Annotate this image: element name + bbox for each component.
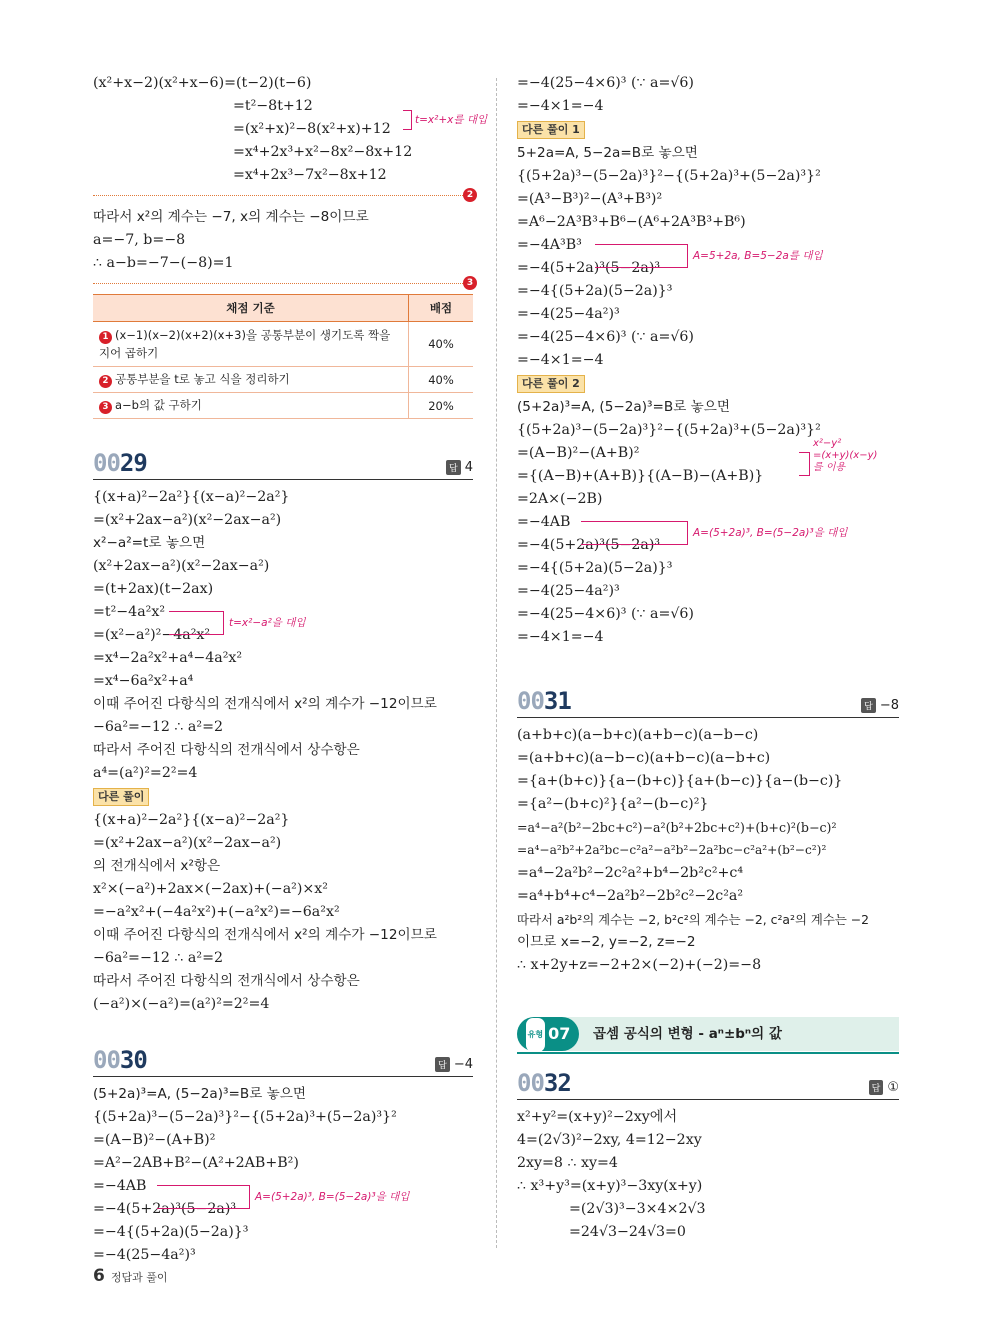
math-line: =−4A³B³	[517, 237, 582, 253]
text-line: 따라서 x²의 계수는 −7, x의 계수는 −8이므로	[93, 209, 369, 225]
math-line: (x²+2ax−a²)(x²−2ax−a²)	[93, 558, 270, 574]
text-line: (5+2a)³=A, (5−2a)³=B로 놓으면	[517, 399, 731, 415]
type-banner	[517, 1017, 899, 1051]
math-line: ={a²−(b+c)²}{a²−(b−c)²}	[517, 796, 709, 812]
solution-0029	[93, 486, 473, 785]
math-line: (a+b+c)(a−b+c)(a+b−c)(a−b−c)	[517, 727, 759, 743]
answer: 답 −4	[435, 1057, 473, 1072]
annotation-bracket	[799, 452, 810, 476]
math-line: =−4(25−4a²)³	[517, 583, 620, 599]
criteria-text: (x−1)(x−2)(x+2)(x+3)을 공통부분이 생기도록 짝을 지어 곱하기	[99, 328, 391, 360]
page-footer	[93, 1266, 167, 1286]
math-line: =2A×(−2B)	[517, 491, 603, 507]
page-number: 6	[93, 1266, 105, 1286]
annotation-bracket	[157, 1185, 250, 1209]
alt-solution-2	[517, 396, 899, 649]
problem-header-0031	[517, 683, 899, 718]
text-line: 따라서 a²b²의 계수는 −2, b²c²의 계수는 −2, c²a²의 계수는 −2	[517, 912, 870, 927]
math-line: x²+y²=(x+y)²−2xy에서	[517, 1109, 678, 1125]
annotation-bracket	[403, 110, 412, 130]
text-line: 의 전개식에서 x²항은	[93, 858, 221, 874]
math-line: 4=(2√3)²−2xy, 4=12−2xy	[517, 1132, 702, 1148]
math-line: −6a²=−12 ∴ a²=2	[93, 950, 223, 966]
math-line: =−4AB	[93, 1178, 147, 1194]
math-line: {(5+2a)³−(5−2a)³}²−{(5+2a)³+(5−2a)³}²	[517, 422, 821, 438]
math-line: =−a²x²+(−4a²x²)+(−a²x²)=−6a²x²	[93, 904, 340, 920]
text-line: x²−a²=t로 놓으면	[93, 535, 206, 551]
math-line: ∴ x+2y+z=−2+2×(−2)+(−2)=−8	[517, 957, 762, 973]
criteria-text: a−b의 값 구하기	[115, 398, 202, 412]
math-line: =−4{(5+2a)(5−2a)}³	[517, 560, 673, 576]
problem-number: 0032	[517, 1069, 571, 1097]
table-row	[93, 393, 473, 419]
math-line: =(A−B)²−(A+B)²	[517, 445, 640, 461]
column-divider	[496, 78, 497, 1248]
answer: 답 4	[446, 460, 473, 475]
math-line: =−4(25−4×6)³ (∵ a=√6)	[517, 75, 694, 91]
text-line: 5+2a=A, 5−2a=B로 놓으면	[517, 145, 698, 161]
annotation-bracket	[169, 611, 224, 635]
answer-tag: 답	[446, 460, 461, 475]
math-line: =−4(5+2a)³(5−2a)³	[93, 1201, 237, 1217]
score-percent: 40%	[409, 367, 474, 393]
problem-number: 0031	[517, 687, 571, 715]
math-line: =(A−B)²−(A+B)²	[93, 1132, 216, 1148]
math-line: ={(A−B)+(A+B)}{(A−B)−(A+B)}	[517, 468, 764, 484]
math-line: =x⁴+2x³+x²−8x²−8x+12	[233, 144, 413, 160]
answer-tag: 답	[869, 1080, 884, 1095]
math-line: =−4(25−4a²)³	[517, 306, 620, 322]
text-line: 이때 주어진 다항식의 전개식에서 x²의 계수가 −12이므로	[93, 927, 437, 943]
answer: 답 −8	[861, 698, 899, 713]
math-line: =A²−2AB+B²−(A²+2AB+B²)	[93, 1155, 299, 1171]
alt-solution-label: 다른 풀이	[93, 788, 149, 806]
identity-note: x²−y² =(x+y)(x−y) 를 이용	[813, 438, 878, 473]
step-marker: 2	[99, 375, 112, 388]
text-line: (5+2a)³=A, (5−2a)³=B로 놓으면	[93, 1086, 307, 1102]
math-line: =−4×1=−4	[517, 98, 604, 114]
footer-label: 정답과 풀이	[110, 1271, 168, 1284]
math-line: 2xy=8 ∴ xy=4	[517, 1155, 618, 1171]
math-line: =(x²+x)²−8(x²+x)+12	[233, 121, 391, 137]
math-line: =(2√3)³−3×4×2√3	[569, 1201, 706, 1217]
step-marker: 1	[99, 331, 112, 344]
math-line: =(a+b+c)(a−b−c)(a+b−c)(a−b+c)	[517, 750, 771, 766]
math-line: =−4(5+2a)³(5−2a)³	[517, 260, 661, 276]
substitution-note: A=5+2a, B=5−2a를 대입	[693, 250, 823, 262]
annotation-bracket	[581, 521, 688, 545]
math-line: =a⁴−a²(b²−2bc+c²)−a²(b²+2bc+c²)+(b+c)²(b−c)²	[517, 820, 837, 835]
alt-solution-label: 다른 풀이 2	[517, 375, 585, 393]
math-line: =x⁴−2a²x²+a⁴−4a²x²	[93, 650, 243, 666]
score-percent: 40%	[409, 322, 474, 367]
math-line: {(5+2a)³−(5−2a)³}²−{(5+2a)³+(5−2a)³}²	[517, 168, 821, 184]
math-line: (x²+x−2)(x²+x−6)=(t−2)(t−6)	[93, 75, 312, 91]
annotation-bracket	[595, 244, 688, 268]
type-title: 곱셈 공식의 변형 - aⁿ±bⁿ의 값	[593, 1026, 782, 1042]
type-label: 유형 07	[517, 1017, 579, 1051]
math-line: =t²−4a²x²	[93, 604, 166, 620]
math-line: a⁴=(a²)²=2²=4	[93, 765, 198, 781]
text-line: 이때 주어진 다항식의 전개식에서 x²의 계수가 −12이므로	[93, 696, 437, 712]
math-line: −6a²=−12 ∴ a²=2	[93, 719, 223, 735]
left-column	[93, 72, 488, 1267]
math-line: =−4(25−4a²)³	[93, 1247, 196, 1263]
math-line: =a⁴+b⁴+c⁴−2a²b²−2b²c²−2c²a²	[517, 888, 744, 904]
step-marker: 3	[99, 401, 112, 414]
math-line: =a⁴−a²b²+2a²bc−c²a²−a²b²−2a²bc−c²a²+(b²−c²)²	[517, 843, 827, 857]
math-line: =A⁶−2A³B³+B⁶−(A⁶+2A³B³+B⁶)	[517, 214, 746, 230]
math-line: {(x+a)²−2a²}{(x−a)²−2a²}	[93, 489, 290, 505]
math-line: =(x²+2ax−a²)(x²−2ax−a²)	[93, 512, 282, 528]
substitution-note: t=x²−a²을 대입	[229, 617, 306, 629]
math-line: =x⁴−6a²x²+a⁴	[93, 673, 194, 689]
math-line: =−4(25−4×6)³ (∵ a=√6)	[517, 606, 694, 622]
math-line: =(x²−a²)²−4a²x²	[93, 627, 211, 643]
math-line: =−4×1=−4	[517, 352, 604, 368]
math-line: =−4×1=−4	[517, 629, 604, 645]
scoring-table	[93, 294, 473, 419]
math-line: =(t+2ax)(t−2ax)	[93, 581, 214, 597]
text-line: 따라서 주어진 다항식의 전개식에서 상수항은	[93, 973, 360, 989]
math-line: {(x+a)²−2a²}{(x−a)²−2a²}	[93, 812, 290, 828]
step-divider	[93, 278, 474, 288]
math-line: =(x²+2ax−a²)(x²−2ax−a²)	[93, 835, 282, 851]
math-line: ∴ x³+y³=(x+y)³−3xy(x+y)	[517, 1178, 703, 1194]
math-line: =−4{(5+2a)(5−2a)}³	[93, 1224, 249, 1240]
text-line: 이므로 x=−2, y=−2, z=−2	[517, 934, 696, 950]
step-divider	[93, 190, 474, 200]
problem-number: 0029	[93, 449, 147, 477]
criteria-text: 공통부분을 t로 놓고 식을 정리하기	[115, 372, 290, 386]
p28-continuation	[93, 72, 488, 187]
table-header: 배점	[409, 295, 474, 322]
math-line: =a⁴−2a²b²−2c²a²+b⁴−2b²c²+c⁴	[517, 865, 744, 881]
table-header: 채점 기준	[93, 295, 409, 322]
substitution-note: A=(5+2a)³, B=(5−2a)³을 대입	[255, 1191, 410, 1203]
table-row	[93, 322, 473, 367]
answer-tag: 답	[435, 1057, 450, 1072]
solution-0030	[93, 1083, 473, 1267]
step-marker: 2	[463, 188, 477, 202]
math-line: a=−7, b=−8	[93, 232, 186, 248]
score-percent: 20%	[409, 393, 474, 419]
math-line: =−4AB	[517, 514, 571, 530]
math-line: {(5+2a)³−(5−2a)³}²−{(5+2a)³+(5−2a)³}²	[93, 1109, 397, 1125]
math-line: =−4{(5+2a)(5−2a)}³	[517, 283, 673, 299]
right-column	[517, 72, 899, 1244]
answer: 답 ①	[869, 1080, 899, 1095]
math-line: =x⁴+2x³−7x²−8x+12	[233, 167, 387, 183]
problem-header-0030	[93, 1042, 473, 1077]
answer-tag: 답	[861, 698, 876, 713]
table-row	[93, 367, 473, 393]
text-line: 따라서 주어진 다항식의 전개식에서 상수항은	[93, 742, 360, 758]
math-line: =−4(25−4×6)³ (∵ a=√6)	[517, 329, 694, 345]
math-line: ={a+(b+c)}{a−(b+c)}{a+(b−c)}{a−(b−c)}	[517, 773, 843, 789]
substitution-note: t=x²+x를 대입	[415, 114, 488, 126]
math-line: =t²−8t+12	[233, 98, 313, 114]
math-line: ∴ a−b=−7−(−8)=1	[93, 255, 234, 271]
alt-solution-1	[517, 142, 899, 372]
problem-header-0032	[517, 1065, 899, 1100]
alt-solution-label: 다른 풀이 1	[517, 121, 585, 139]
math-line: x²×(−a²)+2ax×(−2ax)+(−a²)×x²	[93, 881, 328, 897]
problem-number: 0030	[93, 1046, 147, 1074]
math-line: (−a²)×(−a²)=(a²)²=2²=4	[93, 996, 270, 1012]
step-marker: 3	[463, 276, 477, 290]
math-line: =(A³−B³)²−(A³+B³)²	[517, 191, 663, 207]
problem-header-0029	[93, 445, 473, 480]
substitution-note: A=(5+2a)³, B=(5−2a)³을 대입	[693, 527, 848, 539]
math-line: =24√3−24√3=0	[569, 1224, 686, 1240]
math-line: =−4(5+2a)³(5−2a)³	[517, 537, 661, 553]
